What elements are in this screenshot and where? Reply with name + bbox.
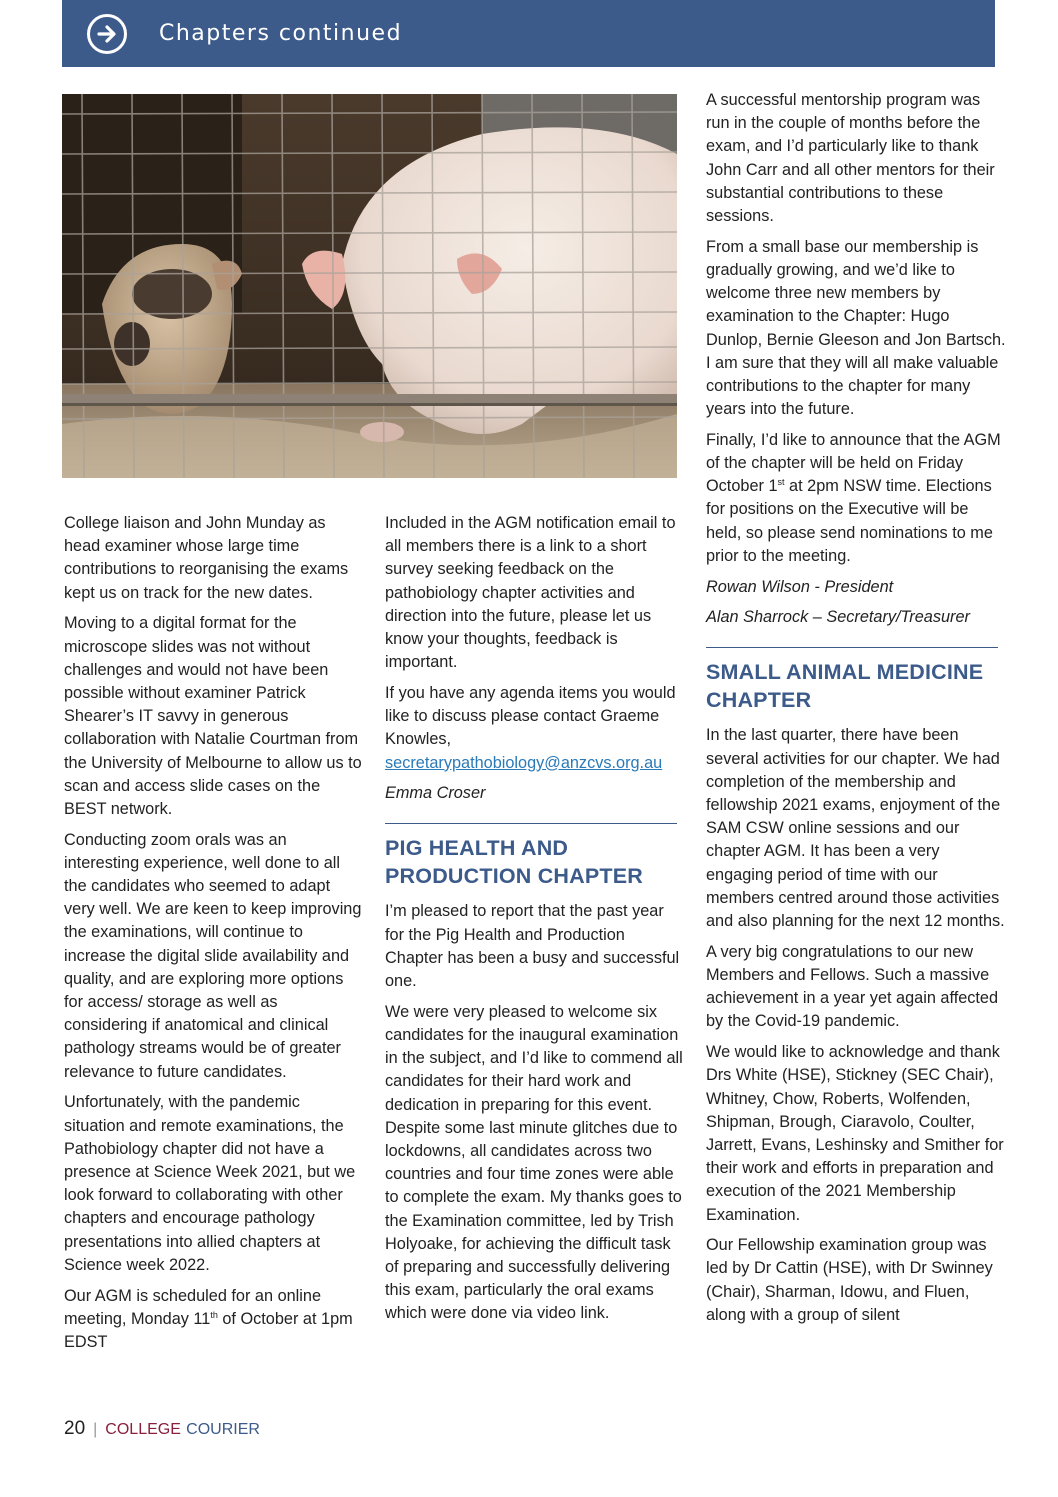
- column-3: [706, 89, 1006, 1335]
- paragraph: College liaison and John Munday as head examiner whose large time contributions to reorganising the exams kept us on track for the new dates.: [64, 514, 349, 602]
- superscript: st: [777, 477, 785, 488]
- paragraph: A very big congratulations to our new Members and Fellows. Such a massive achievement in a year yet again affected by the Covid-19 pandemic.: [706, 942, 999, 1031]
- arrow-right-circle-icon: [87, 14, 127, 54]
- text-run: If you have any agenda items you would like to discuss please contact Graeme Knowles,: [385, 683, 676, 749]
- pig-photo: [62, 94, 677, 478]
- publication-name-part-1: COLLEGE: [105, 1421, 181, 1438]
- banner-title: Chapters continued: [159, 21, 403, 46]
- paragraph: We would like to acknowledge and thank Drs White (HSE), Stickney (SEC Chair), Whitney, Chow, Roberts, Wolfenden, Shipman, Brough, Ciaravolo, Coulter, Jarrett, Evans, Leshinsky and Smither for their work and efforts in preparation and execution of the 2021 Membership Examination.: [706, 1043, 1004, 1224]
- paragraph: Our Fellowship examination group was led by Dr Cattin (HSE), with Dr Swinney (Chair), Sharman, Idowu, and Fluen, along with a group of silent: [706, 1236, 993, 1324]
- section-heading: SMALL ANIMAL MEDICINE CHAPTER: [706, 660, 984, 713]
- page-footer: [64, 1418, 260, 1440]
- column-2: [385, 512, 685, 1333]
- paragraph: [385, 682, 685, 775]
- paragraph: [64, 1285, 364, 1355]
- paragraph: From a small base our membership is gradually growing, and we’d like to welcome three new members by examination to the Chapter: Hugo Dunlop, Bernie Gleeson and Jon Bartsch. I am sure that they will all make valuable contributions to the chapter for many years into the future.: [706, 237, 1006, 419]
- email-link[interactable]: secretarypathobiology@anzcvs.org.au: [385, 753, 663, 772]
- paragraph: A successful mentorship program was run in the couple of months before the exam, and I’d particularly like to thank John Carr and all other mentors for their substantial contributions to these sessions.: [706, 91, 995, 226]
- paragraph: We were very pleased to welcome six candidates for the inaugural examination in the subject, and I’d like to commend all candidates for their hard work and dedication in preparing for this event. Despite some last minute glitches due to lockdowns, all candidates across two countries and four time zones were able to complete the exam. My thanks goes to the Examination committee, led by Trish Holyoake, for achieving the difficult task of preparing and successfully delivering this exam, particularly the oral exams which were done via video link.: [385, 1002, 683, 1323]
- text-run: Finally, I’d like to announce that the AGM of the chapter will be held on Friday October 1: [706, 430, 1001, 496]
- superscript: th: [210, 1309, 218, 1320]
- section-heading: PIG HEALTH AND PRODUCTION CHAPTER: [385, 836, 644, 889]
- signature: Rowan Wilson - President: [706, 577, 894, 596]
- footer-separator: |: [93, 1421, 98, 1438]
- paragraph: Conducting zoom orals was an interesting experience, well done to all the candidates who seemed to adapt very well. We are keen to keep improving the examinations, will continue to increase the digital slide availability and quality, and are exploring more options for access/ storage as well as considering if anatomical and clinical pathology streams would be of greater relevance to future candidates.: [64, 830, 362, 1081]
- paragraph: I’m pleased to report that the past year for the Pig Health and Production Chapter has been a busy and successful one.: [385, 902, 680, 991]
- paragraph: Included in the AGM notification email to all members there is a link to a short survey seeking feedback on the pathobiology chapter activities and direction into the future, please let us know your thoughts, feedback is important.: [385, 514, 676, 672]
- page-number: 20: [64, 1418, 86, 1439]
- text-run: at 2pm NSW time. Elections for positions on the Executive will be held, so please send nominations to me prior to the meeting.: [706, 477, 993, 565]
- section-divider: [385, 823, 677, 824]
- paragraph: In the last quarter, there have been several activities for our chapter. We had completion of the membership and fellowship 2021 exams, enjoyment of the SAM CSW online sessions and our chapter AGM. It has been a very engaging period of time with our members centred around those activities and also planning for the next 12 months.: [706, 726, 1005, 931]
- paragraph: Unfortunately, with the pandemic situation and remote examinations, the Pathobiology chapter did not have a presence at Science Week 2021, but we look forward to collaborating with other chapters and encourage pathology presentations into allied chapters at Science week 2022.: [64, 1093, 356, 1274]
- text-run: Our AGM is scheduled for an online meeting, Monday 11: [64, 1286, 322, 1328]
- publication-name-part-2: COURIER: [186, 1421, 260, 1438]
- signature: Alan Sharrock – Secretary/Treasurer: [706, 608, 970, 627]
- signature: Emma Croser: [385, 784, 486, 803]
- page-banner: [62, 0, 995, 67]
- text-run: of October at 1pm EDST: [64, 1309, 353, 1351]
- paragraph: Moving to a digital format for the microscope slides was not without challenges and would not have been possible without examiner Patrick Shearer’s IT savvy in generous collaboration with Natalie Courtman from the University of Melbourne to allow us to scan and access slide cases on the BEST network.: [64, 614, 362, 818]
- paragraph: [706, 429, 1006, 568]
- column-1: [64, 512, 364, 1362]
- section-divider: [706, 647, 998, 648]
